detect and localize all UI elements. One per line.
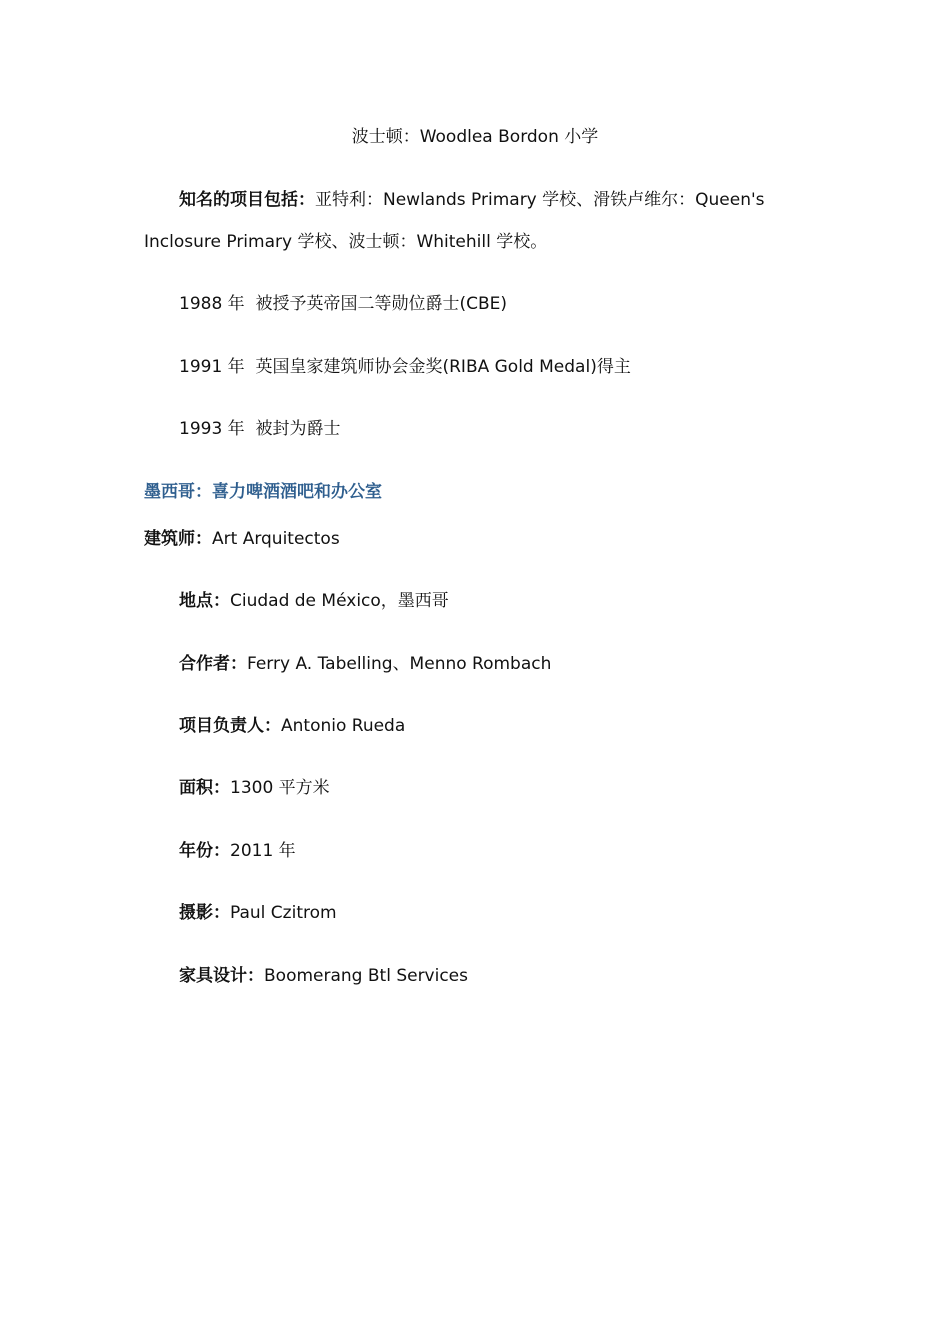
detail-value: Paul Czitrom xyxy=(230,903,337,923)
detail-label: 年份： xyxy=(179,841,230,861)
detail-line xyxy=(179,965,829,987)
award-item xyxy=(179,418,829,440)
architect-value: Art Arquitectos xyxy=(212,529,340,549)
award-year: 1988 年 xyxy=(179,294,245,314)
section-heading: 墨西哥：喜力啤酒酒吧和办公室 xyxy=(144,482,382,502)
detail-line xyxy=(179,590,829,612)
projects-paragraph-line-1 xyxy=(179,189,829,211)
projects-paragraph-line-2: Inclosure Primary 学校、波士顿：Whitehill 学校。 xyxy=(144,232,548,252)
detail-value: Ferry A. Tabelling、Menno Rombach xyxy=(247,654,552,674)
projects-label: 知名的项目包括： xyxy=(179,190,315,210)
architect-line xyxy=(144,528,794,550)
detail-line xyxy=(179,840,829,862)
detail-value: Boomerang Btl Services xyxy=(264,966,468,986)
award-year: 1993 年 xyxy=(179,419,245,439)
detail-label: 合作者： xyxy=(179,654,247,674)
detail-value: Antonio Rueda xyxy=(281,716,406,736)
award-item xyxy=(179,356,829,378)
detail-label: 项目负责人： xyxy=(179,716,281,736)
detail-line xyxy=(179,715,829,737)
detail-label: 家具设计： xyxy=(179,966,264,986)
title-line: 波士顿：Woodlea Bordon 小学 xyxy=(351,127,599,147)
award-item xyxy=(179,293,829,315)
award-text: 英国皇家建筑师协会金奖(RIBA Gold Medal)得主 xyxy=(255,357,631,377)
detail-line xyxy=(179,653,829,675)
detail-value: 1300 平方米 xyxy=(230,778,330,798)
detail-line xyxy=(179,902,829,924)
award-text: 被授予英帝国二等勋位爵士(CBE) xyxy=(255,294,508,314)
award-text: 被封为爵士 xyxy=(255,419,341,439)
award-year: 1991 年 xyxy=(179,357,245,377)
detail-label: 面积： xyxy=(179,778,230,798)
projects-text-1: 亚特利：Newlands Primary 学校、滑铁卢维尔：Queen's xyxy=(315,190,765,210)
detail-line xyxy=(179,777,829,799)
detail-value: 2011 年 xyxy=(230,841,296,861)
architect-label: 建筑师： xyxy=(144,529,212,549)
detail-label: 摄影： xyxy=(179,903,230,923)
detail-value: Ciudad de México，墨西哥 xyxy=(230,591,449,611)
detail-label: 地点： xyxy=(179,591,230,611)
